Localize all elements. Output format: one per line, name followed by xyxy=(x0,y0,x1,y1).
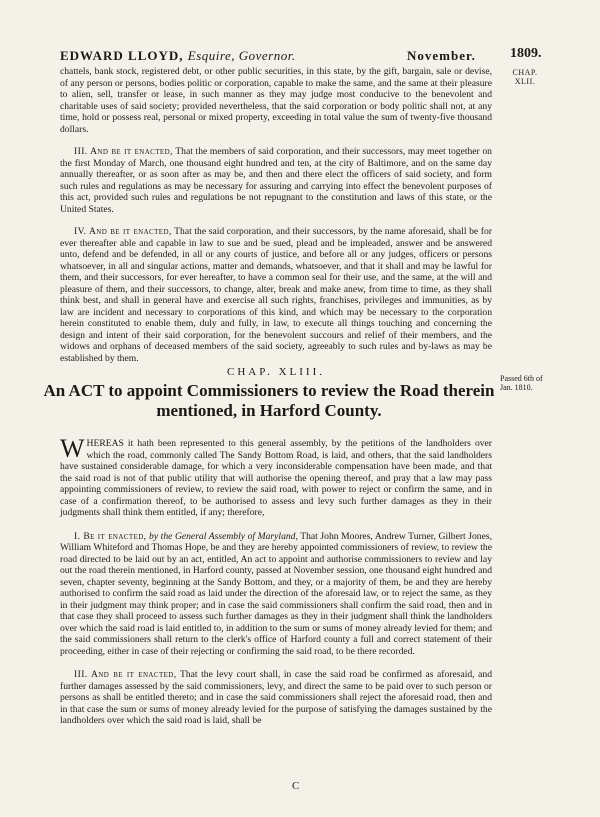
running-head-left xyxy=(60,48,296,64)
preamble-paragraph xyxy=(60,434,492,519)
enacting-authority: by the General Assembly of Maryland, xyxy=(149,530,298,542)
section-3-heading: III. And be it enacted, xyxy=(74,146,173,157)
chapter-heading: CHAP. XLIII. xyxy=(226,366,326,378)
running-head-year: 1809. xyxy=(510,46,542,61)
signature-mark: C xyxy=(292,780,300,792)
running-head-month: November. xyxy=(407,48,476,63)
section-1-body: That John Moores, Andrew Turner, Gilbert Jones, William Whiteford and Thomas Hope, be and they are hereby appointed commissioners of review, to review the road directed to be laid out by an act, entitled, An act to appoint and authorise commissioners to review and lay out the road therein mentioned, in Harford county, passed at November session, one thousand eight hundred and seven, chapter seventy, beginning at the Sandy Bottom, and they, or a majority of them, be and they are hereby authorised to confirm the said road as laid under the direction of the aforesaid law, or to reject the same, as they in their judgment may think proper; and in case the said commissioners shall confirm the said road, then and in that case they shall proceed to assess such further damages as they in their judgment shall think the landholders over which the said road is laid entitled to, in addition to the sum or sums of money already levied for them; and the said commissioners shall return to the clerk's office of Harford county a full and correct statement of their proceeding, either in case of their rejecting or confirming the said road, to be there recorded. xyxy=(60,530,492,657)
section-3-act-body: That the levy court shall, in case the said road be confirmed as aforesaid, and further damages assessed by the said commissioners, levy, and direct the same to be paid over to such person or persons as shall be entitled thereto; and in case the said commissioners shall reject the aforesaid road, then and in that case the sum or sums of money already levied for the purpose of satisfying the damages sustained by the landholders over which the said road is laid, shall be xyxy=(60,669,492,726)
governor-title: Esquire, Governor. xyxy=(187,48,296,63)
drop-cap: W xyxy=(60,434,85,463)
section-4-paragraph xyxy=(60,226,492,364)
section-4-heading: IV. And be it enacted, xyxy=(74,226,172,237)
section-3-act-heading: III. And be it enacted, xyxy=(74,669,177,680)
governor-name: EDWARD LLOYD, xyxy=(60,48,184,63)
chapter-43-text xyxy=(60,434,492,727)
preamble-text: HEREAS it hath been represented to this general assembly, by the petitions of the landholders over which the road, commonly called The Sandy Bottom Road, is laid, and others, that the said landholders have sustained considerable damage, for which a very inconsiderable compensation have been made, and that the said road is not of that public utility that will authorise the opening thereof, and pray that a law may pass appointing commissioners of review, to review the said road, with power to reject or confirm the same, and in case of a confirmation thereof, to be authorised to assess and levy such further damages as they in their judgments shall think them entitled, if any; therefore, xyxy=(60,438,492,518)
section-3-act-paragraph xyxy=(60,669,492,727)
section-1-paragraph xyxy=(60,531,492,658)
chapter-42-continuation xyxy=(60,66,492,364)
passed-date-note: Passed 6th of Jan. 1810. xyxy=(500,374,543,392)
section-3-paragraph xyxy=(60,146,492,215)
act-title: An ACT to appoint Commissioners to review the Road therein mentioned, in Harford County. xyxy=(43,381,495,420)
margin-chapter-note: CHAP. XLII. xyxy=(512,68,538,86)
section-3-body: That the members of said corporation, and their successors, may meet together on the first Monday of March, one thousand eight hundred and ten, at the city of Baltimore, and on the same day annually thereafter, or as soon after as may be, and then and there elect the officers of said society, and form such rules and regulations as may be necessary for assuring and carrying into effect the benevolent purposes of this act, provided such rules and regulations be not repugnant to the constitution and laws of this state, or the United States. xyxy=(60,146,492,215)
section-4-body: That the said corporation, and their successors, by the name aforesaid, shall be for ever thereafter able and capable in law to sue and be sued, plead and be impleaded, answer and be answered unto, defend and be defended, in all or any courts of justice, and before all or any judges, officers or persons whatsoever, in all and singular actions, matter and demands, whatsoever, and that it shall and may be lawful for them, and their successors, for ever hereafter, to have a common seal for their use, and the same, at the will and pleasure of them, and their successors, to change, alter, break and make anew, from time to time, as they shall think best, and shall in general have and exercise all such rights, franchises, privileges and immunities, as by law are incident and necessary to corporations of this kind, and which may be necessary to the corporation herein constituted to enable them, duly and fully, in law, to execute all things touching and concerning the design and intent of their said corporation, for the benevolent succours and relief of their members, and the widows and orphans of deceased members of the said society, agreeably to such rules and by-laws as may be established by them. xyxy=(60,226,492,364)
running-header xyxy=(52,48,552,64)
section-1-heading: I. Be it enacted, xyxy=(74,530,147,542)
section-2-end: chattels, bank stock, registered debt, or other public securities, in this state, by the gift, bargain, sale or devise, of any person or persons, bodies politic or corporation, capable to make the same, and the same at their pleasure to alien, sell, transfer or lease, in such manner as they may judge most conducive to the benevolent and charitable uses of said society; provided nevertheless, that the said corporation or body politic shall not, at any time, hold or possess real, personal or mixed property, exceeding in total value the sum of twenty-five thousand dollars. xyxy=(60,66,492,135)
